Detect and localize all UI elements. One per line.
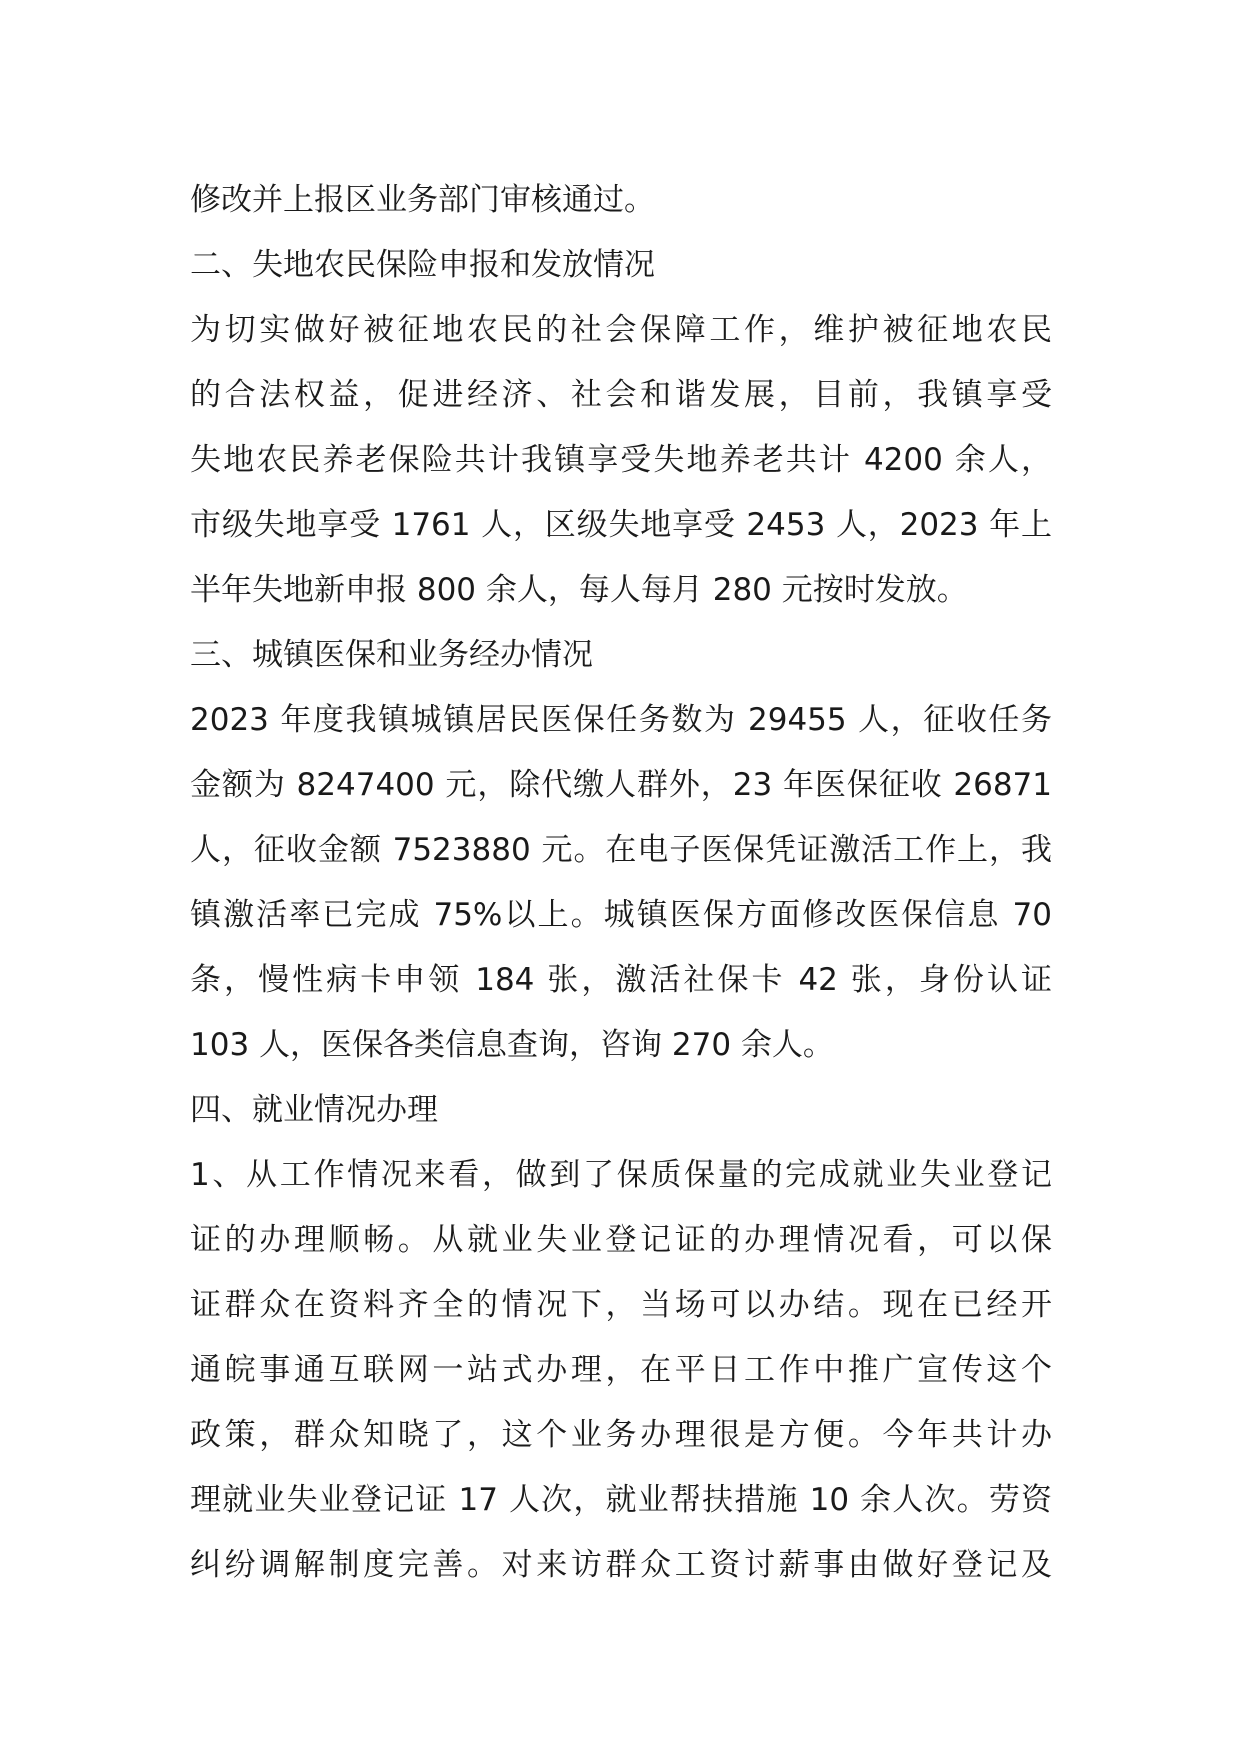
text-line: 金额为 8247400 元，除代缴人群外，23 年医保征收 26871 <box>190 767 1052 803</box>
text-line: 人，征收金额 7523880 元。在电子医保凭证激活工作上，我 <box>190 832 1052 868</box>
text-line: 条，慢性病卡申领 184 张，激活社保卡 42 张，身份认证 <box>190 962 1052 998</box>
text-line: 失地农民养老保险共计我镇享受失地养老共计 4200 余人， <box>190 442 1052 478</box>
text-line: 修改并上报区业务部门审核通过。 <box>190 182 655 218</box>
text-line: 二、失地农民保险申报和发放情况 <box>190 247 655 283</box>
text-line: 证的办理顺畅。从就业失业登记证的办理情况看，可以保 <box>190 1222 1052 1258</box>
text-line: 2023 年度我镇城镇居民医保任务数为 29455 人，征收任务 <box>190 702 1052 738</box>
text-line: 市级失地享受 1761 人，区级失地享受 2453 人，2023 年上 <box>190 507 1052 543</box>
text-line: 三、城镇医保和业务经办情况 <box>190 637 593 673</box>
body-text <box>190 168 1052 1598</box>
text-line: 理就业失业登记证 17 人次，就业帮扶措施 10 余人次。劳资 <box>190 1482 1052 1518</box>
text-line: 为切实做好被征地农民的社会保障工作，维护被征地农民 <box>190 312 1052 348</box>
text-line: 纠纷调解制度完善。对来访群众工资讨薪事由做好登记及 <box>190 1547 1052 1583</box>
text-line: 镇激活率已完成 75%以上。城镇医保方面修改医保信息 70 <box>190 897 1052 933</box>
text-line: 1、从工作情况来看，做到了保质保量的完成就业失业登记 <box>190 1157 1052 1193</box>
text-line: 半年失地新申报 800 余人，每人每月 280 元按时发放。 <box>190 572 968 608</box>
text-line: 证群众在资料齐全的情况下，当场可以办结。现在已经开 <box>190 1287 1052 1323</box>
text-line: 四、就业情况办理 <box>190 1092 438 1128</box>
text-line: 的合法权益，促进经济、社会和谐发展，目前，我镇享受 <box>190 377 1052 413</box>
text-line: 通皖事通互联网一站式办理，在平日工作中推广宣传这个 <box>190 1352 1052 1388</box>
text-line: 103 人，医保各类信息查询，咨询 270 余人。 <box>190 1027 834 1063</box>
text-line: 政策，群众知晓了，这个业务办理很是方便。今年共计办 <box>190 1417 1052 1453</box>
